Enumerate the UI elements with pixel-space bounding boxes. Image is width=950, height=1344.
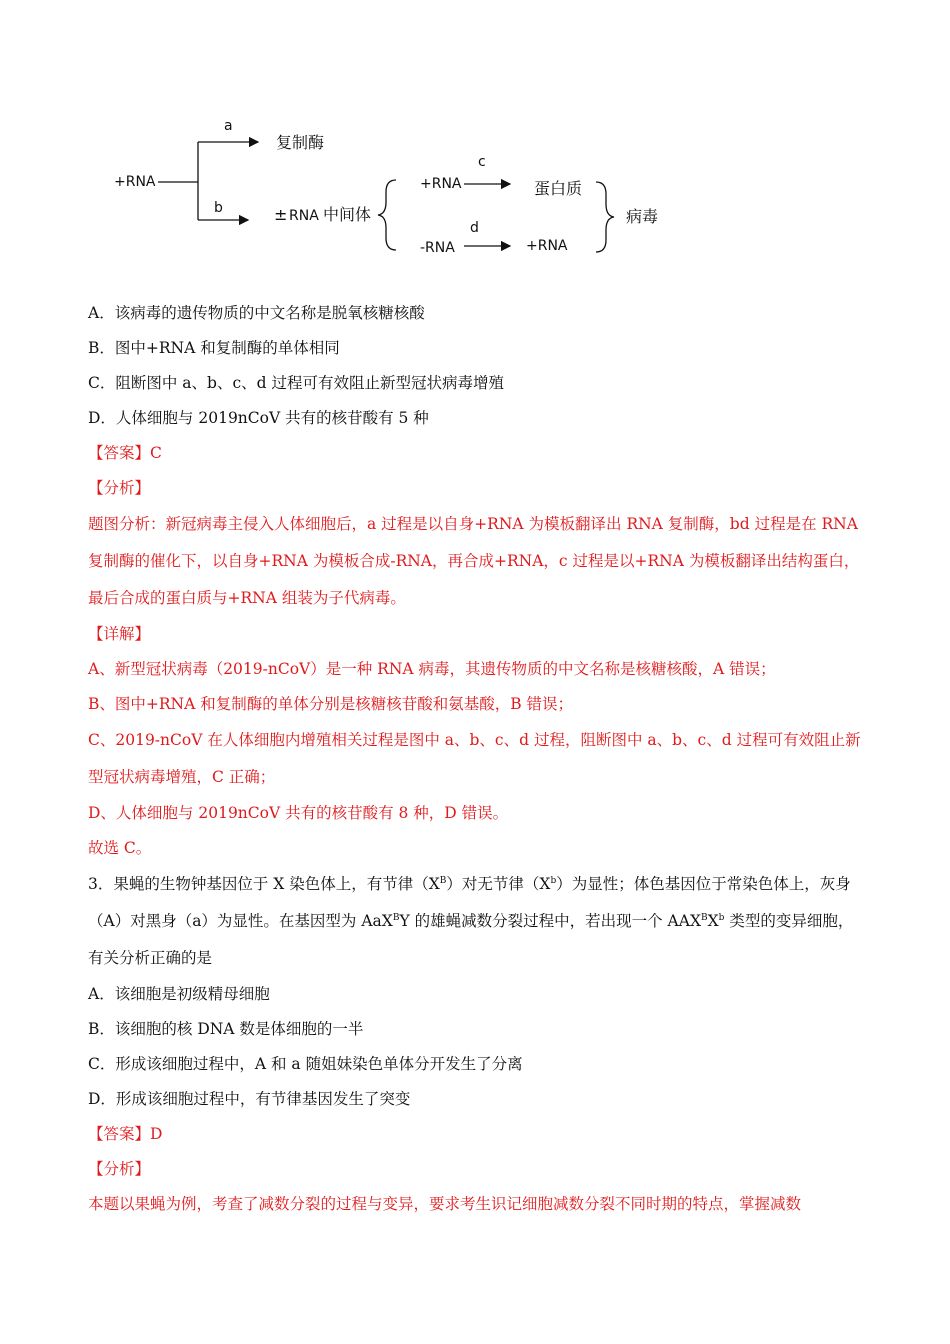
q2-detail-b: B、图中+RNA 和复制酶的单体分别是核糖核苷酸和氨基酸，B 错误； xyxy=(88,695,574,713)
q2-analysis-label: 【分析】 xyxy=(88,479,151,497)
intermediate-cn: 中间体 xyxy=(323,205,372,224)
intermediate-rna: RNA xyxy=(289,208,319,224)
q2-conclusion: 故选 C。 xyxy=(88,839,152,857)
intermediate-sign: ± xyxy=(274,205,288,224)
q3-analysis-text: 本题以果蝇为例，考查了减数分裂的过程与变异，要求考生识记细胞减数分裂不同时期的特点，掌握减数 xyxy=(88,1195,802,1213)
top-left-rna: +RNA xyxy=(420,176,462,192)
q2-detail-a: A、新型冠状病毒（2019-nCoV）是一种 RNA 病毒，其遗传物质的中文名称是核糖核酸，A 错误； xyxy=(88,660,776,678)
q2-option-c: C．阻断图中 a、b、c、d 过程可有效阻止新型冠状病毒增殖 xyxy=(88,374,504,392)
q3-stem-part: ）对无节律（X xyxy=(446,875,551,893)
q2-detail-d: D、人体细胞与 2019nCoV 共有的核苷酸有 8 种，D 错误。 xyxy=(88,804,509,822)
answer-value: C xyxy=(150,444,162,462)
right-brace xyxy=(596,182,614,252)
document-body xyxy=(88,296,868,1222)
q3-analysis-label: 【分析】 xyxy=(88,1160,151,1178)
q2-answer xyxy=(88,436,868,471)
start-rna-label: +RNA xyxy=(114,174,156,190)
label-a: a xyxy=(224,118,233,134)
q3-option-d: D．形成该细胞过程中，有节律基因发生了突变 xyxy=(88,1090,411,1108)
protein-label: 蛋白质 xyxy=(534,179,583,198)
q3-stem-part: 3．果蝇的生物钟基因位于 X 染色体上，有节律（X xyxy=(88,875,440,893)
label-c: c xyxy=(478,154,486,170)
q3-stem xyxy=(88,866,868,977)
q2-option-d: D．人体细胞与 2019nCoV 共有的核苷酸有 5 种 xyxy=(88,409,429,427)
q3-option-b: B．该细胞的核 DNA 数是体细胞的一半 xyxy=(88,1020,364,1038)
q3-stem-part: ）为显性；体色基因位于常染色体上，灰身（A）对黑身（a）为显性。在基因型为 AaX xyxy=(88,875,851,930)
q3-option-a: A．该细胞是初级精母细胞 xyxy=(88,985,270,1003)
q3-answer xyxy=(88,1117,868,1152)
answer-label: 【答案】 xyxy=(88,1125,151,1143)
q3-stem-part: X xyxy=(707,912,719,930)
q2-analysis-text: 题图分析：新冠病毒主侵入人体细胞后，a 过程是以自身+RNA 为模板翻译出 RNA 复制酶，bd 过程是在 RNA 复制酶的催化下，以自身+RNA 为模板合成-RNA，再合成+RNA，c 过程是以+RNA 为模板翻译出结构蛋白，最后合成的蛋白质与+RNA 组装为子代病毒。 xyxy=(88,515,860,607)
label-b: b xyxy=(214,200,223,216)
virus-label: 病毒 xyxy=(626,207,659,226)
q3-sup: B xyxy=(392,912,400,923)
label-d: d xyxy=(470,220,479,236)
q2-detail-label: 【详解】 xyxy=(88,625,151,643)
bottom-left-rna: -RNA xyxy=(420,240,455,256)
q2-detail-c: C、2019-nCoV 在人体细胞内增殖相关过程是图中 a、b、c、d 过程，阻断图中 a、b、c、d 过程可有效阻止新型冠状病毒增殖，C 正确； xyxy=(88,731,861,786)
q3-sup: B xyxy=(439,875,447,886)
q3-sup: b xyxy=(550,875,557,886)
bottom-right-rna: +RNA xyxy=(526,238,568,254)
answer-label: 【答案】 xyxy=(88,444,151,462)
answer-value: D xyxy=(150,1125,163,1143)
left-brace xyxy=(378,180,396,250)
q2-option-a: A．该病毒的遗传物质的中文名称是脱氧核糖核酸 xyxy=(88,304,425,322)
q3-sup: b xyxy=(718,912,725,923)
q2-option-b: B．图中+RNA 和复制酶的单体相同 xyxy=(88,339,340,357)
enzyme-label: 复制酶 xyxy=(276,133,325,152)
rna-replication-diagram xyxy=(100,108,700,268)
q3-stem-part: 类型的变异细胞，有关分析正确的是 xyxy=(88,912,854,967)
q3-stem-part: Y 的雄蝇减数分裂过程中，若出现一个 AAX xyxy=(399,912,701,930)
q3-sup: B xyxy=(700,912,708,923)
q3-option-c: C．形成该细胞过程中，A 和 a 随姐妹染色单体分开发生了分离 xyxy=(88,1055,523,1073)
